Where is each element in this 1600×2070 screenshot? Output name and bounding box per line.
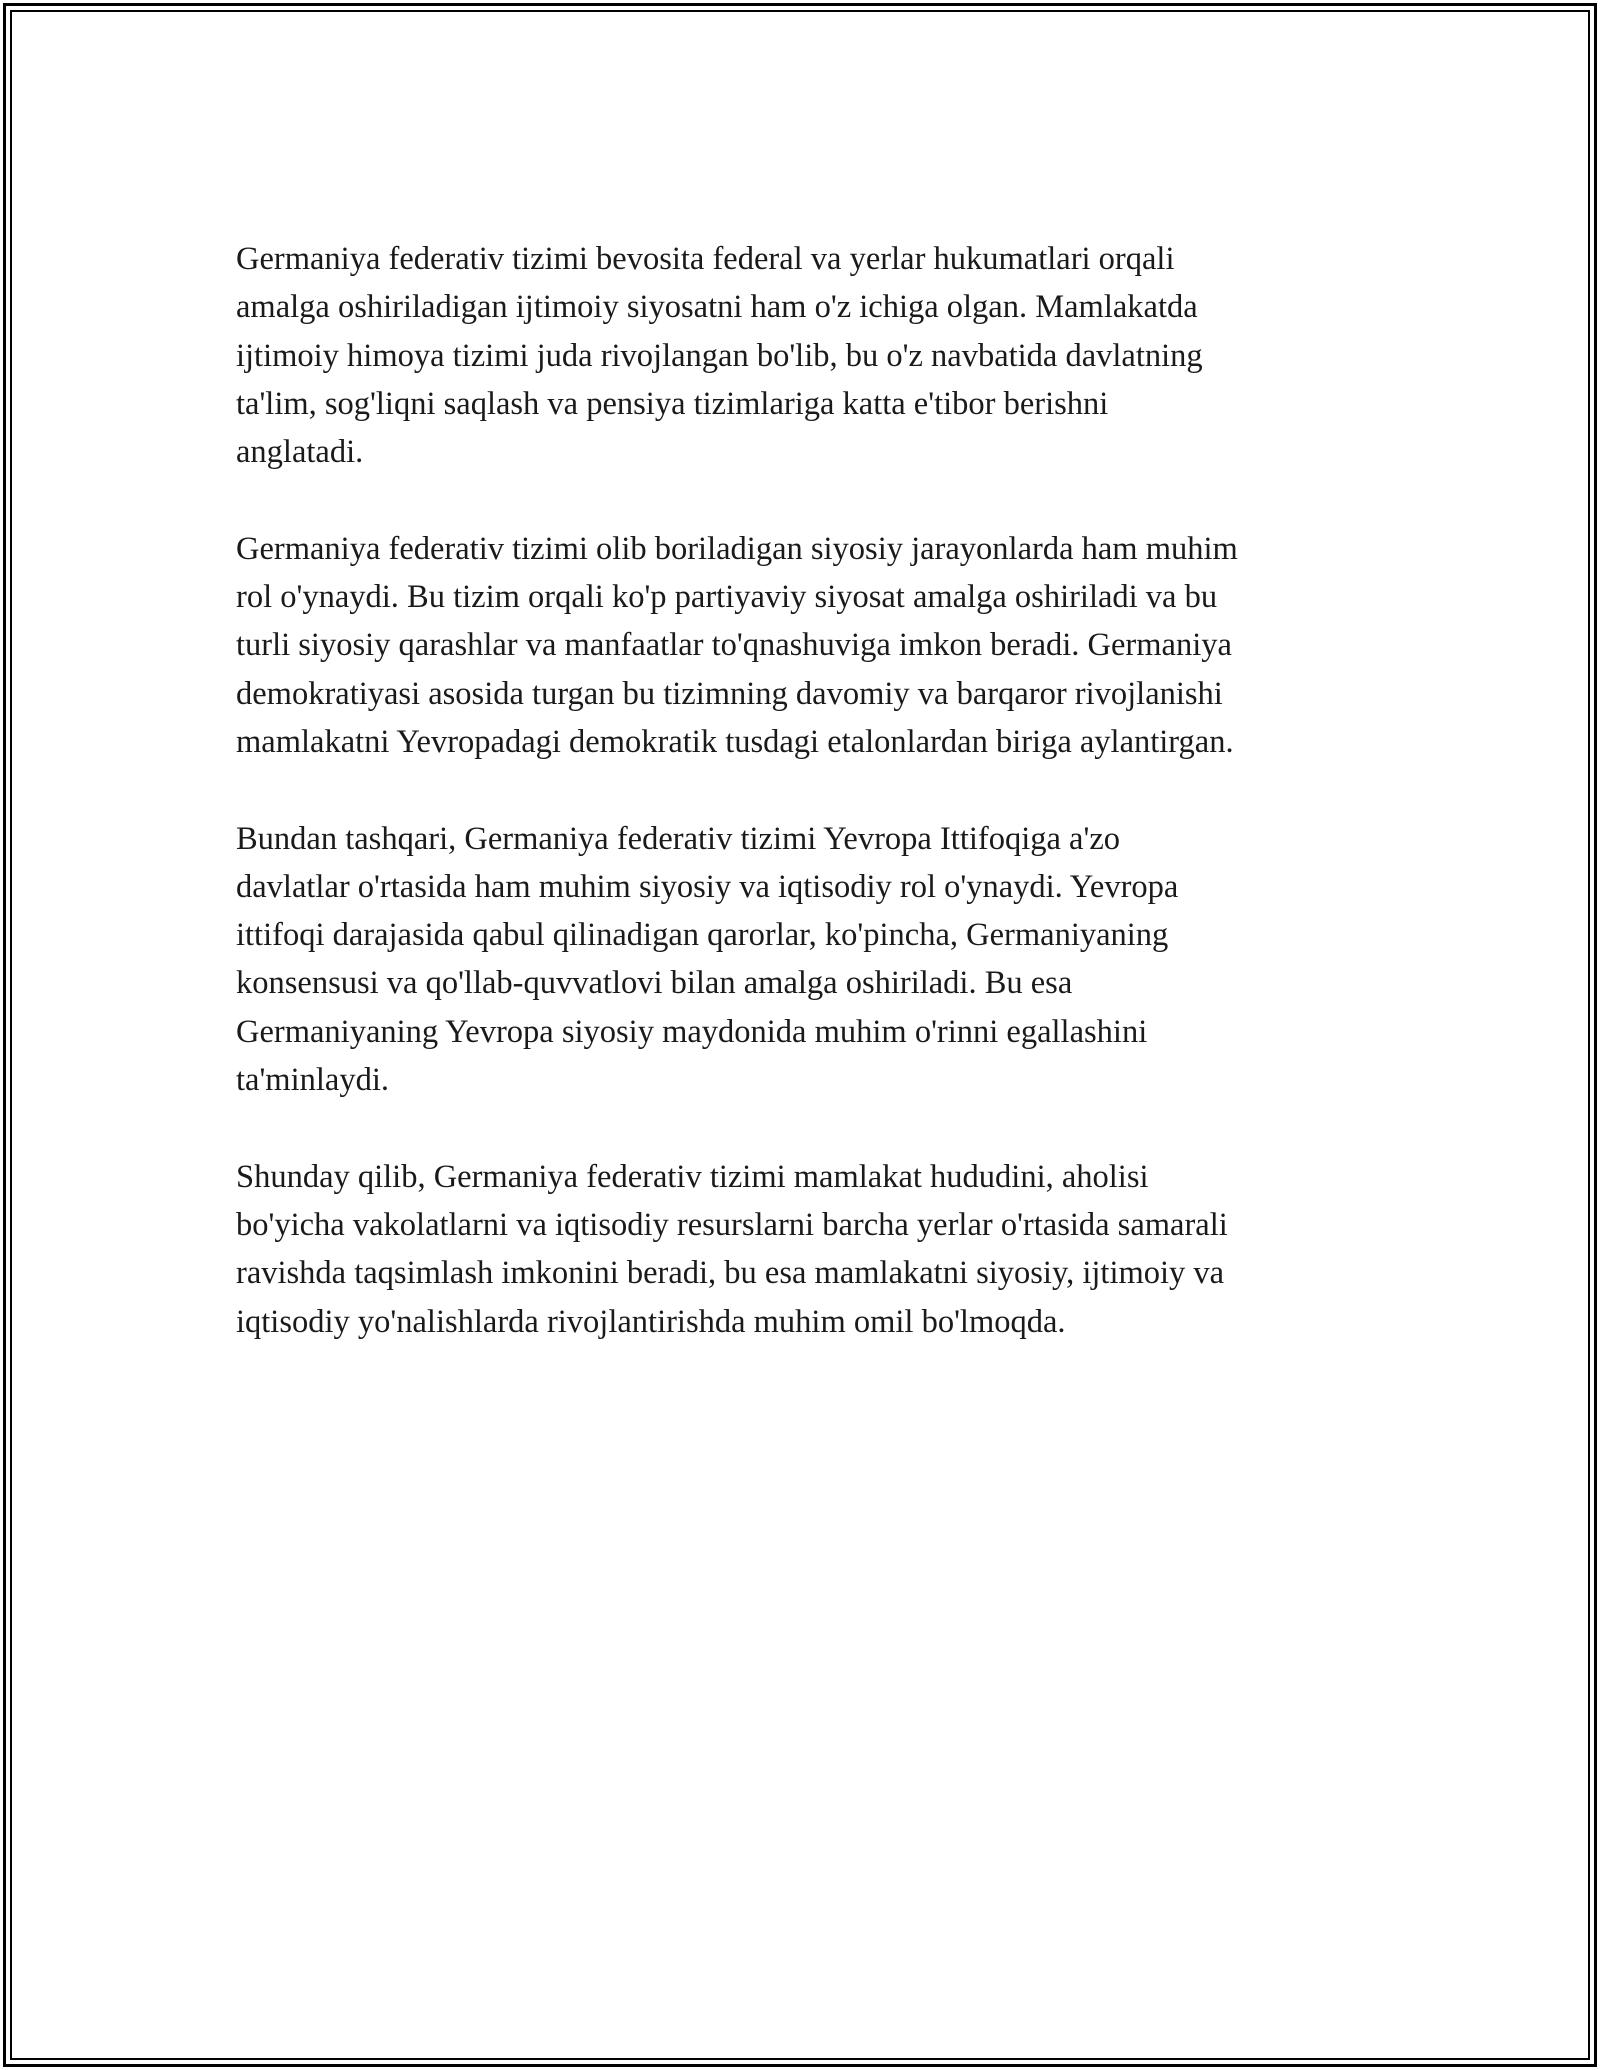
- paragraph-2: [236, 525, 1396, 766]
- text-line: Germaniya federativ tizimi olib boriladigan siyosiy jarayonlarda ham muhim: [236, 530, 1238, 567]
- text-line: amalga oshiriladigan ijtimoiy siyosatni ham o'z ichiga olgan. Mamlakatda: [236, 289, 1198, 326]
- text-line: Shunday qilib, Germaniya federativ tizimi mamlakat hududini, aholisi: [236, 1158, 1149, 1195]
- text-line: ta'lim, sog'liqni saqlash va pensiya tizimlariga katta e'tibor berishni: [236, 385, 1109, 422]
- text-line: ta'minlaydi.: [236, 1062, 389, 1099]
- text-line: Germaniya federativ tizimi bevosita federal va yerlar hukumatlari orqali: [236, 241, 1175, 277]
- text-line: ijtimoiy himoya tizimi juda rivojlangan bo'lib, bu o'z navbatida davlatning: [236, 337, 1203, 374]
- text-line: mamlakatni Yevropadagi demokratik tusdagi etalonlardan biriga aylantirgan.: [236, 723, 1234, 760]
- text-line: iqtisodiy yo'nalishlarda rivojlantirishda muhim omil bo'lmoqda.: [236, 1303, 1066, 1340]
- text-line: Bundan tashqari, Germaniya federativ tizimi Yevropa Ittifoqiga a'zo: [236, 820, 1120, 857]
- document-body: [236, 235, 1396, 1394]
- text-line: konsensusi va qo'llab-quvvatlovi bilan amalga oshiriladi. Bu esa: [236, 965, 1073, 1002]
- text-line: demokratiyasi asosida turgan bu tizimning davomiy va barqaror rivojlanishi: [236, 675, 1223, 712]
- text-line: bo'yicha vakolatlarni va iqtisodiy resurslarni barcha yerlar o'rtasida samarali: [236, 1206, 1228, 1243]
- text-line: turli siyosiy qarashlar va manfaatlar to'qnashuviga imkon beradi. Germaniya: [236, 627, 1232, 664]
- text-line: davlatlar o'rtasida ham muhim siyosiy va iqtisodiy rol o'ynaydi. Yevropa: [236, 868, 1179, 905]
- paragraph-3: [236, 815, 1396, 1105]
- paragraph-4: [236, 1153, 1396, 1346]
- text-line: ravishda taqsimlash imkonini beradi, bu esa mamlakatni siyosiy, ijtimoiy va: [236, 1255, 1225, 1292]
- text-line: ittifoqi darajasida qabul qilinadigan qarorlar, ko'pincha, Germaniyaning: [236, 917, 1169, 954]
- text-line: rol o'ynaydi. Bu tizim orqali ko'p partiyaviy siyosat amalga oshiriladi va bu: [236, 579, 1218, 616]
- text-line: Germaniyaning Yevropa siyosiy maydonida muhim o'rinni egallashini: [236, 1013, 1148, 1050]
- text-line: anglatadi.: [236, 434, 364, 471]
- paragraph-1: [236, 235, 1396, 476]
